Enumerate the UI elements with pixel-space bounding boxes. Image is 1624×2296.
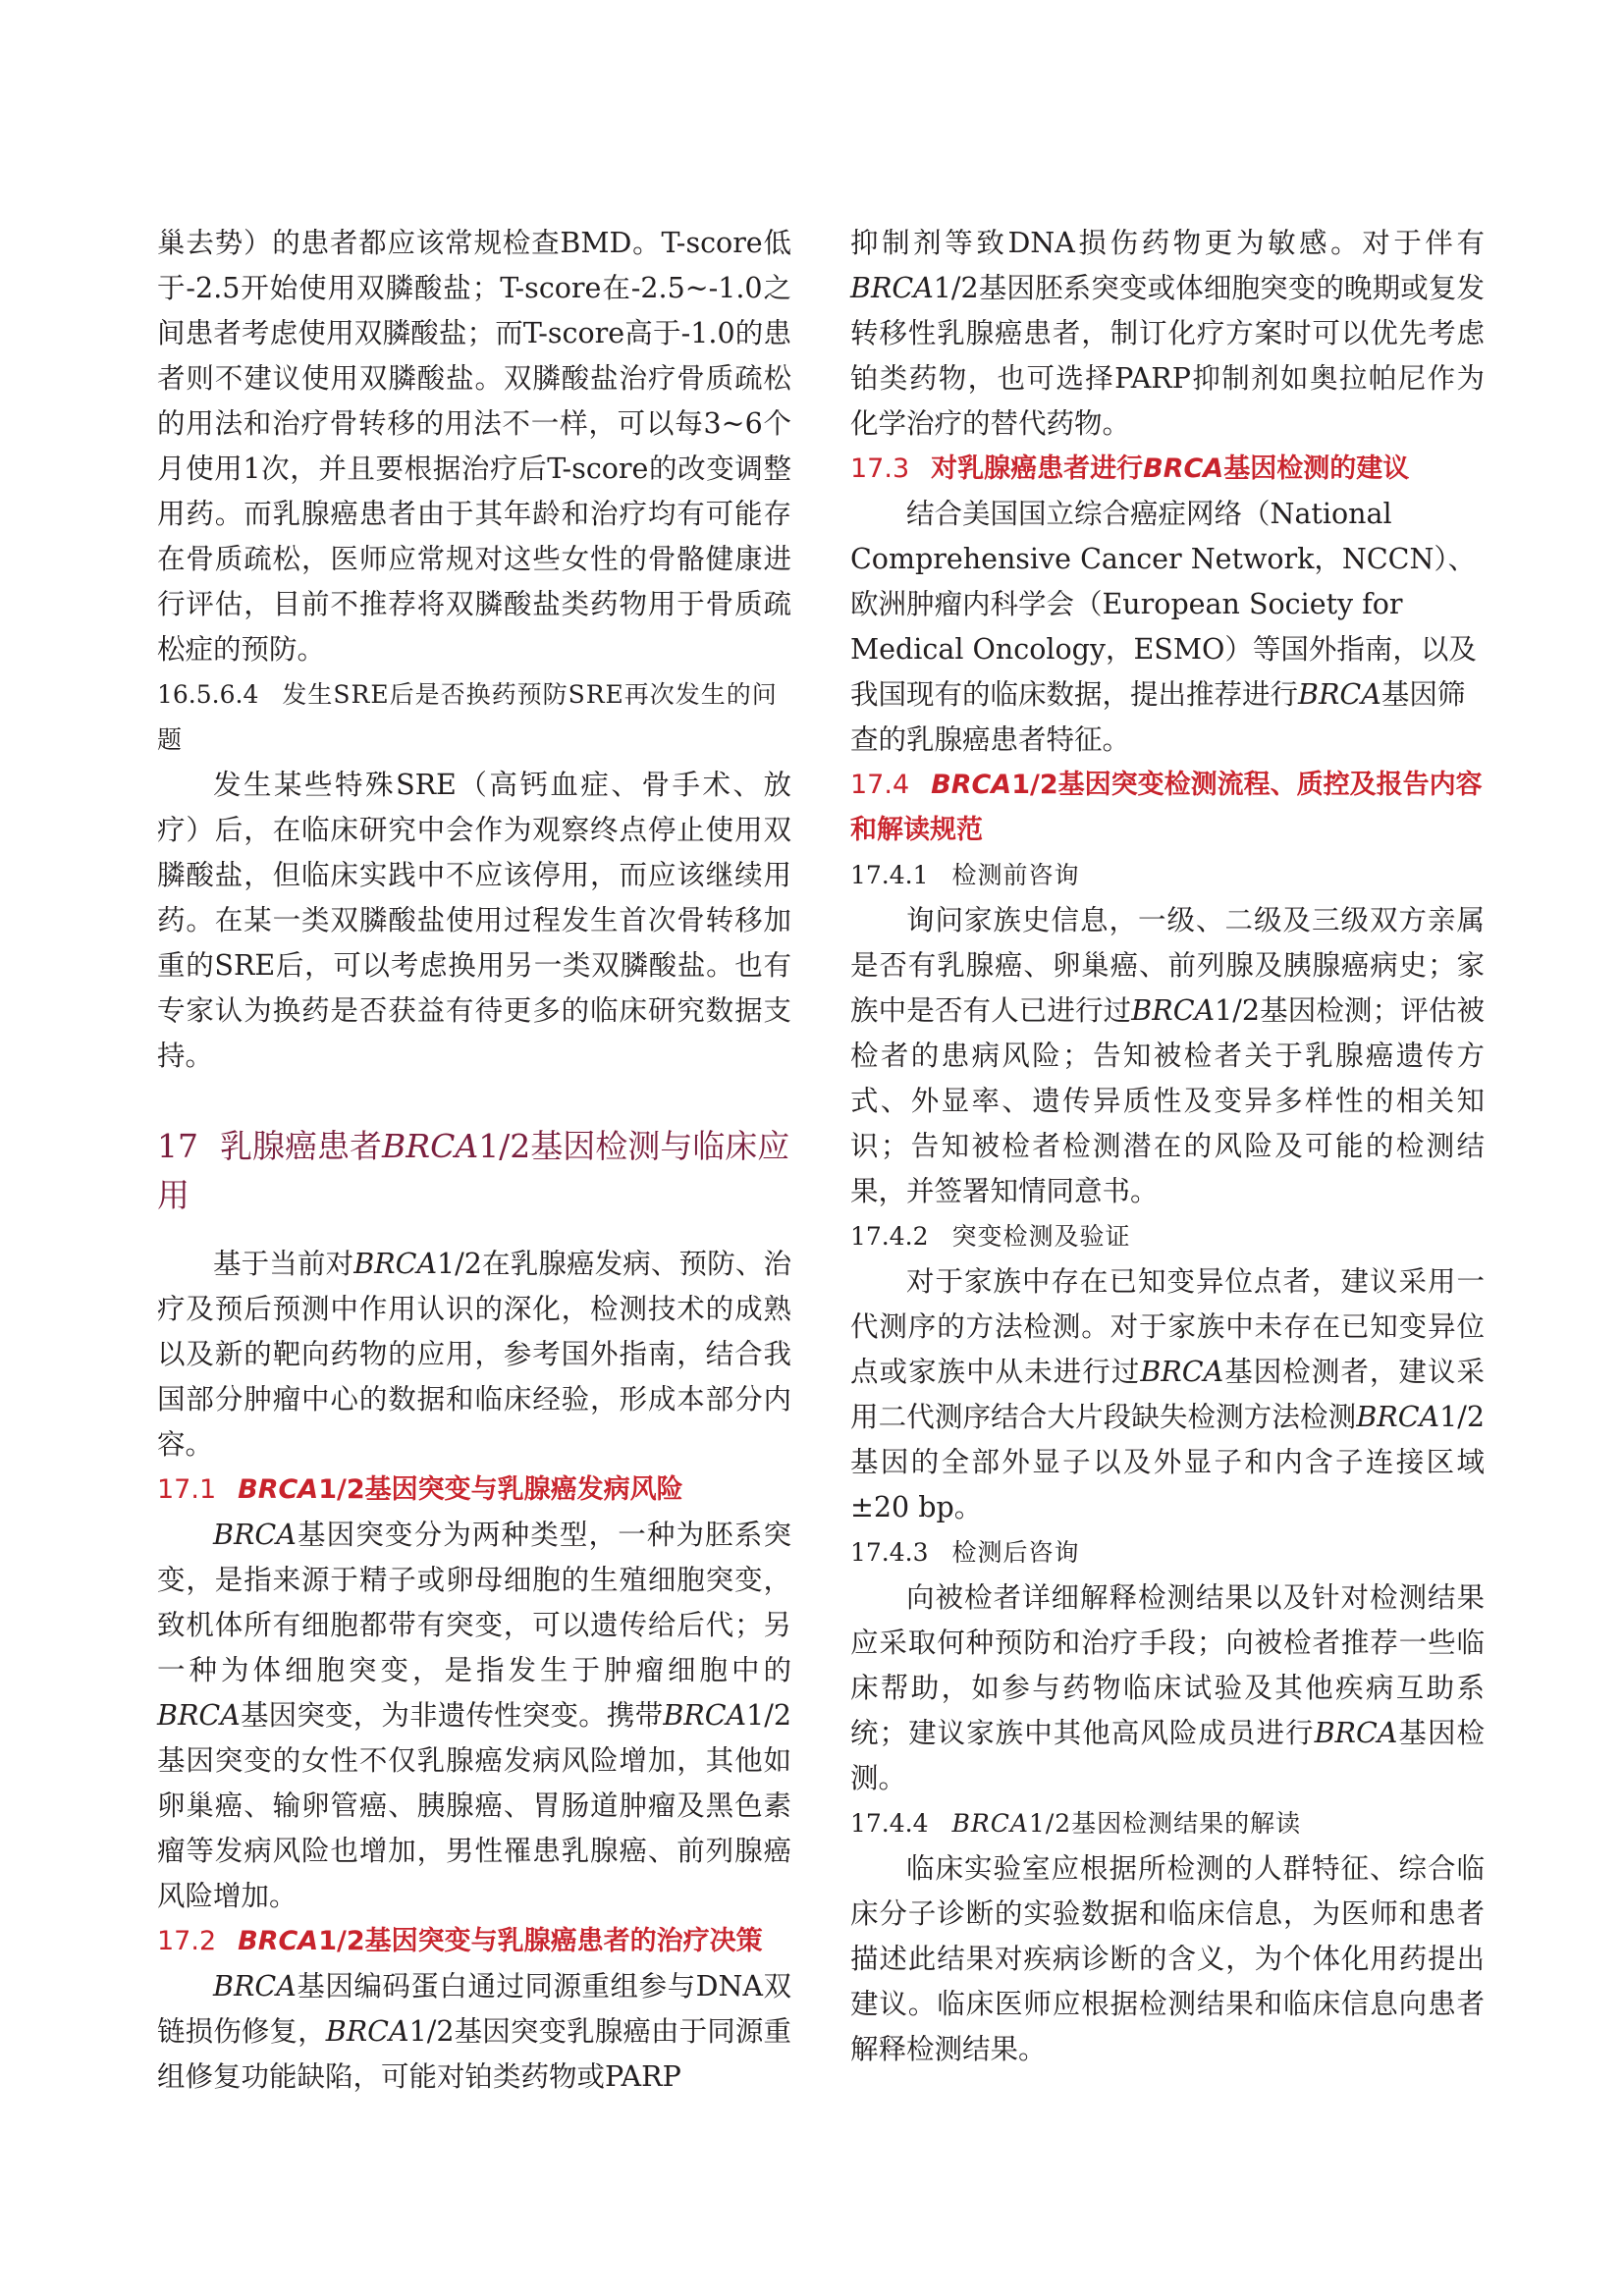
paragraph-bisphosphonate-osteoporosis: 巢去势）的患者都应该常规检查BMD。T-score低于-2.5开始使用双膦酸盐；T-score在-2.5~-1.0之间患者考虑使用双膦酸盐；而T-score高于-1.0的患者则不建议使用双膦酸盐。双膦酸盐治疗骨质疏松的用法和治疗骨转移的用法不一样，可以每3~6个月使用1次，并且要根据治疗后T-score的改变调整用药。而乳腺癌患者由于其年龄和治疗均有可能存在骨质疏松，医师应常规对这些女性的骨骼健康进行评估，目前不推荐将双膦酸盐类药物用于骨质疏松症的预防。 xyxy=(157,227,791,666)
paragraph-brca-mutation-types: BRCA基因突变分为两种类型，一种为胚系突变，是指来源于精子或卵母细胞的生殖细胞突变，致机体所有细胞都带有突变，可以遗传给后代；另一种为体细胞突变，是指发生于肿瘤细胞中的BRCA基因突变，为非遗传性突变。携带BRCA1/2基因突变的女性不仅乳腺癌发病风险增加，其他如卵巢癌、输卵管癌、胰腺癌、胃肠道肿瘤及黑色素瘤等发病风险也增加，男性罹患乳腺癌、前列腺癌风险增加。 xyxy=(157,1519,791,1912)
heading-17-1: 17.1 BRCA1/2基因突变与乳腺癌发病风险 xyxy=(157,1474,683,1505)
left-column xyxy=(157,221,791,2100)
heading-16-5-6-4: 16.5.6.4 发生SRE后是否换药预防SRE再次发生的问题 xyxy=(157,680,778,754)
right-column xyxy=(850,221,1485,2072)
heading-section-17: 17 乳腺癌患者BRCA1/2基因检测与临床应用 xyxy=(157,1127,790,1214)
heading-17-4-1: 17.4.1 检测前咨询 xyxy=(850,861,1080,889)
heading-17-4-4: 17.4.4 BRCA1/2基因检测结果的解读 xyxy=(850,1809,1302,1838)
paragraph-sre-drug-switch: 发生某些特殊SRE（高钙血症、骨手术、放疗）后，在临床研究中会作为观察终点停止使用双膦酸盐，但临床实践中不应该停用，而应该继续用药。在某一类双膦酸盐使用过程发生首次骨转移加重的SRE后，可以考虑换用另一类双膦酸盐。也有专家认为换药是否获益有待更多的临床研究数据支持。 xyxy=(157,769,791,1072)
paragraph-pre-test-counseling: 询问家族史信息，一级、二级及三级双方亲属是否有乳腺癌、卵巢癌、前列腺及胰腺癌病史；家族中是否有人已进行过BRCA1/2基因检测；评估被检者的患病风险；告知被检者关于乳腺癌遗传方式、外显率、遗传异质性及变异多样性的相关知识；告知被检者检测潜在的风险及可能的检测结果，并签署知情同意书。 xyxy=(850,904,1485,1207)
heading-17-3: 17.3 对乳腺癌患者进行BRCA基因检测的建议 xyxy=(850,454,1410,484)
paragraph-platinum-parp: 抑制剂等致DNA损伤药物更为敏感。对于伴有BRCA1/2基因胚系突变或体细胞突变的晚期或复发转移性乳腺癌患者，制订化疗方案时可以优先考虑铂类药物，也可选择PARP抑制剂如奥拉帕尼作为化学治疗的替代药物。 xyxy=(850,227,1485,440)
paragraph-testing-recommendation: 结合美国国立综合癌症网络（National Comprehensive Cancer Network，NCCN）、欧洲肿瘤内科学会（European Society for Medical Oncology，ESMO）等国外指南，以及我国现有的临床数据，提出推荐进行BRCA基因筛查的乳腺癌患者特征。 xyxy=(850,498,1477,756)
paragraph-section-17-intro: 基于当前对BRCA1/2在乳腺癌发病、预防、治疗及预后预测中作用认识的深化，检测技术的成熟以及新的靶向药物的应用，参考国外指南，结合我国部分肿瘤中心的数据和临床经验，形成本部分内容。 xyxy=(157,1248,791,1461)
paragraph-mutation-detection: 对于家族中存在已知变异位点者，建议采用一代测序的方法检测。对于家族中未存在已知变异位点或家族中从未进行过BRCA基因检测者，建议采用二代测序结合大片段缺失检测方法检测BRCA1/2基因的全部外显子以及外显子和内含子连接区域±20 bp。 xyxy=(850,1265,1485,1523)
heading-17-4-2: 17.4.2 突变检测及验证 xyxy=(850,1222,1131,1251)
heading-17-4-3: 17.4.3 检测后咨询 xyxy=(850,1538,1080,1567)
heading-17-4: 17.4 BRCA1/2基因突变检测流程、质控及报告内容和解读规范 xyxy=(850,770,1483,845)
heading-17-2: 17.2 BRCA1/2基因突变与乳腺癌患者的治疗决策 xyxy=(157,1926,763,1956)
paragraph-result-interpretation: 临床实验室应根据所检测的人群特征、综合临床分子诊断的实验数据和临床信息，为医师和患者描述此结果对疾病诊断的含义，为个体化用药提出建议。临床医师应根据检测结果和临床信息向患者解释检测结果。 xyxy=(850,1852,1485,2065)
paragraph-brca-dna-repair: BRCA基因编码蛋白通过同源重组参与DNA双链损伤修复，BRCA1/2基因突变乳腺癌由于同源重组修复功能缺陷，可能对铂类药物或PARP xyxy=(157,1970,791,2093)
paragraph-post-test-counseling: 向被检者详细解释检测结果以及针对检测结果应采取何种预防和治疗手段；向被检者推荐一些临床帮助，如参与药物临床试验及其他疾病互助系统；建议家族中其他高风险成员进行BRCA基因检测。 xyxy=(850,1581,1485,1794)
